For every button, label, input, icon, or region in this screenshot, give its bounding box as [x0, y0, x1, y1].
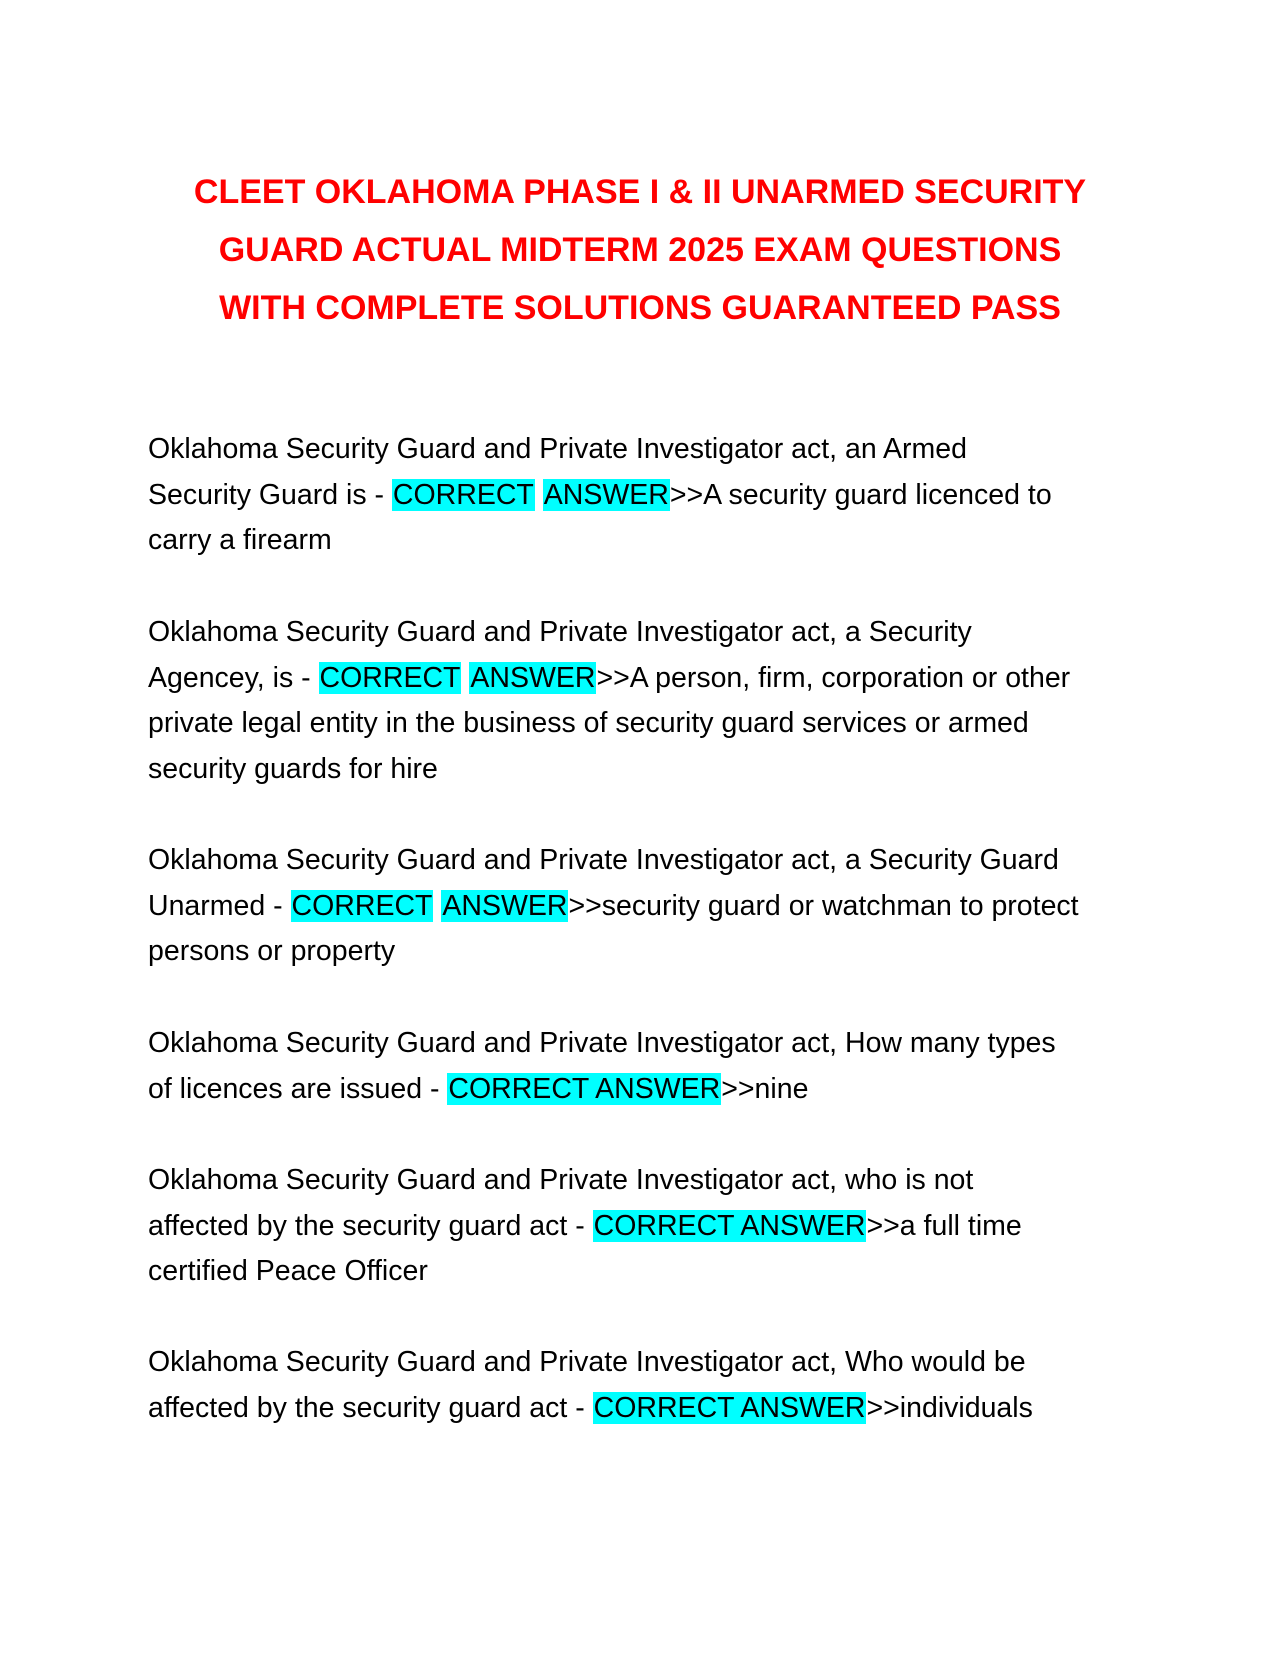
question-text: Oklahoma Security Guard and Private Investigator act, a Security Guard [148, 844, 1059, 876]
question-text: Oklahoma Security Guard and Private Investigator act, an Armed [148, 433, 967, 465]
question-answer-item [148, 1021, 1158, 1112]
correct-answer-highlight: CORRECT ANSWER [593, 1209, 866, 1242]
correct-highlight: CORRECT [291, 889, 433, 922]
answer-text: security guard or watchman to protect [601, 889, 1079, 922]
question-answer-line [148, 884, 1158, 930]
question-answer-line [148, 473, 1158, 519]
arrow-marker: >> [866, 1209, 900, 1242]
question-text: Unarmed - [148, 889, 291, 922]
arrow-marker: >> [568, 889, 602, 922]
question-text: Agencey, is - [148, 661, 319, 694]
question-text: Oklahoma Security Guard and Private Investigator act, who is not [148, 1164, 974, 1196]
question-answer-line [148, 1204, 1158, 1250]
question-text: affected by the security guard act - [148, 1209, 593, 1242]
question-answer-item [148, 1158, 1158, 1295]
answer-text: private legal entity in the business of security guard services or armed [148, 707, 1029, 739]
arrow-marker: >> [721, 1072, 755, 1105]
correct-highlight: CORRECT [319, 661, 461, 694]
title-line: WITH COMPLETE SOLUTIONS GUARANTEED PASS [219, 289, 1061, 327]
question-answer-item [148, 427, 1158, 564]
arrow-marker: >> [669, 478, 704, 511]
answer-text: nine [754, 1072, 809, 1105]
title-line: CLEET OKLAHOMA PHASE I & II UNARMED SECURITY [193, 173, 1087, 211]
correct-answer-highlight: CORRECT ANSWER [448, 1072, 721, 1105]
correct-highlight: CORRECT [392, 478, 534, 511]
question-text: Oklahoma Security Guard and Private Investigator act, a Security [148, 616, 972, 648]
question-text: Oklahoma Security Guard and Private Investigator act, Who would be [148, 1346, 1026, 1378]
answer-text: security guards for hire [148, 752, 438, 785]
question-answer-line [148, 1067, 1158, 1113]
question-answer-item [148, 838, 1158, 975]
answer-text: A security guard licenced to [703, 478, 1052, 511]
answer-text: certified Peace Officer [148, 1255, 428, 1287]
answer-highlight: ANSWER [543, 478, 669, 511]
question-text: Security Guard is - [148, 478, 392, 511]
question-answer-item [148, 610, 1158, 792]
question-answer-item [148, 1340, 1158, 1431]
answer-text: persons or property [148, 935, 396, 967]
correct-answer-highlight: CORRECT ANSWER [593, 1391, 866, 1424]
answer-highlight: ANSWER [442, 889, 568, 922]
answer-highlight: ANSWER [470, 661, 596, 694]
question-text: Oklahoma Security Guard and Private Investigator act, How many types [148, 1027, 1056, 1059]
question-answer-line [148, 656, 1158, 702]
question-answer-line [148, 1386, 1158, 1432]
arrow-marker: >> [866, 1391, 900, 1424]
question-text: of licences are issued - [148, 1072, 448, 1105]
answer-text: A person, firm, corporation or other [629, 661, 1071, 694]
answer-text: carry a firearm [148, 524, 332, 556]
answer-text: a full time [899, 1209, 1022, 1242]
title-line: GUARD ACTUAL MIDTERM 2025 EXAM QUESTIONS [218, 231, 1062, 269]
document-title [120, 163, 1160, 337]
question-text: affected by the security guard act - [148, 1391, 593, 1424]
arrow-marker: >> [596, 661, 630, 694]
answer-text: individuals [899, 1391, 1033, 1424]
